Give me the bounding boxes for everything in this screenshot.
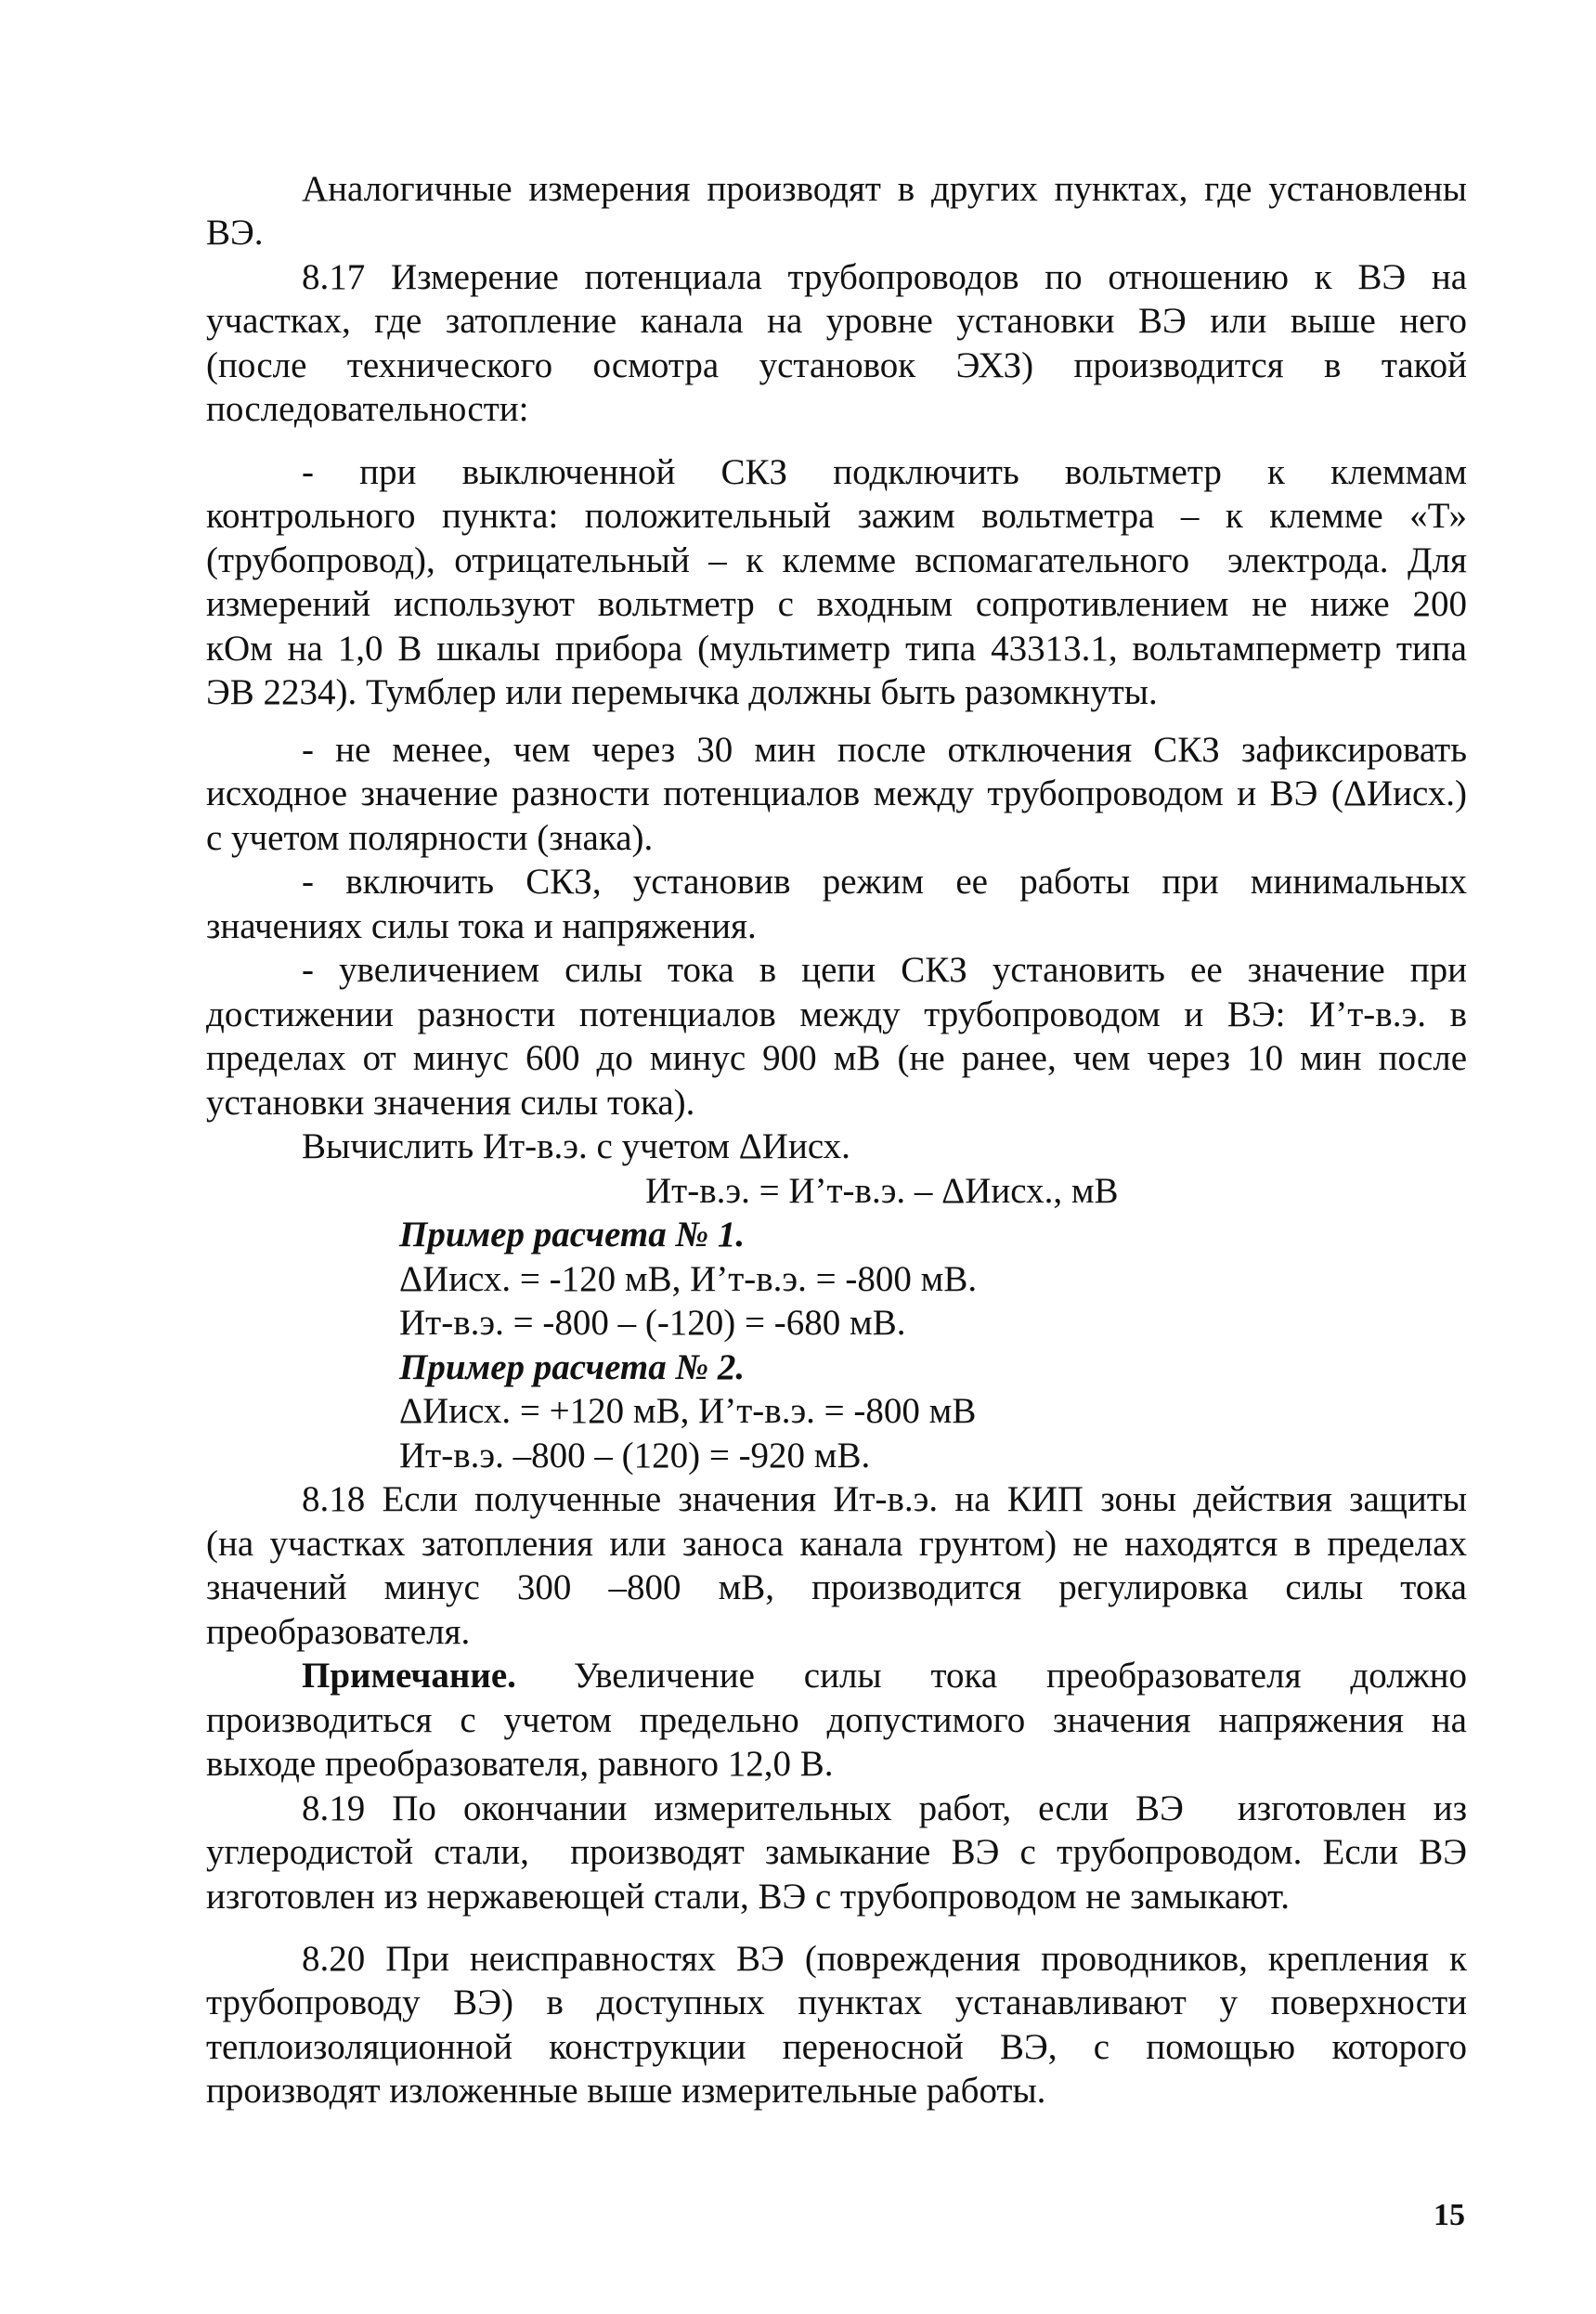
example-heading: Пример расчета № 1. <box>399 1215 746 1254</box>
text-line: 8.20 При неисправностях ВЭ (повреждения проводников, крепления к <box>302 1939 1467 1979</box>
text-line: ЭВ 2234). Тумблер или перемычка должны быть разомкнуты. <box>206 672 1158 712</box>
text-line: (после технического осмотра установок ЭХЗ) производится в такой <box>206 345 1467 385</box>
text-line: 8.19 По окончании измерительных работ, если ВЭ изготовлен из <box>302 1788 1467 1828</box>
formula-line: Ит-в.э. –800 – (120) = -920 мВ. <box>399 1436 871 1476</box>
text-line: достижении разности потенциалов между трубопроводом и ВЭ: И’т-в.э. в <box>206 994 1467 1034</box>
note-label: Примечание. <box>302 1656 516 1696</box>
text-line: значениях силы тока и напряжения. <box>206 906 757 946</box>
example-heading: Пример расчета № 2. <box>399 1347 746 1387</box>
formula-line: Ит-в.э. = -800 – (-120) = -680 мВ. <box>399 1303 906 1343</box>
text-line: значений минус 300 –800 мВ, производится регулировка силы тока <box>206 1567 1467 1607</box>
text-line: пределах от минус 600 до минус 900 мВ (не ранее, чем через 10 мин после <box>206 1038 1467 1078</box>
text-line: (на участках затопления или заноса канала грунтом) не находятся в пределах <box>206 1524 1467 1564</box>
text-line: преобразователя. <box>206 1612 471 1652</box>
text-line: теплоизоляционной конструкции переносной ВЭ, с помощью которого <box>206 2027 1467 2067</box>
text-line: - включить СКЗ, установив режим ее работы при минимальных <box>302 862 1467 902</box>
text-line: Увеличение силы тока преобразователя должно <box>525 1656 1467 1696</box>
text-line: последовательности: <box>206 389 529 429</box>
formula-line: ΔИисх. = +120 мВ, И’т-в.э. = -800 мВ <box>399 1391 977 1431</box>
text-line: измерений используют вольтметр с входным сопротивлением не ниже 200 <box>206 584 1467 624</box>
text-line: Аналогичные измерения производят в других пунктах, где установлены <box>302 169 1467 209</box>
text-line: Вычислить Ит-в.э. с учетом ΔИисх. <box>302 1126 850 1166</box>
text-line: трубопроводу ВЭ) в доступных пунктах устанавливают у поверхности <box>206 1982 1467 2022</box>
page-number: 15 <box>1434 2198 1465 2232</box>
formula-line: Ит-в.э. = И’т-в.э. – ΔИисх., мВ <box>645 1171 1119 1211</box>
text-line: участках, где затопление канала на уровне установки ВЭ или выше него <box>206 301 1467 341</box>
text-line: с учетом полярности (знака). <box>206 818 654 858</box>
text-line: - при выключенной СКЗ подключить вольтметр к клеммам <box>302 452 1467 492</box>
text-line: - увеличением силы тока в цепи СКЗ установить ее значение при <box>302 950 1467 990</box>
text-line: кОм на 1,0 В шкалы прибора (мультиметр типа 43313.1, вольтамперметр типа <box>206 629 1467 669</box>
text-line: установки значения силы тока). <box>206 1083 695 1123</box>
text-line: 8.17 Измерение потенциала трубопроводов по отношению к ВЭ на <box>302 257 1467 297</box>
text-line: ВЭ. <box>206 213 264 253</box>
text-line: контрольного пункта: положительный зажим вольтметра – к клемме «Т» <box>206 496 1467 536</box>
text-line: углеродистой стали, производят замыкание ВЭ с трубопроводом. Если ВЭ <box>206 1832 1467 1872</box>
text-line: исходное значение разности потенциалов между трубопроводом и ВЭ (ΔИисх.) <box>206 774 1467 813</box>
text-line: - не менее, чем через 30 мин после отключения СКЗ зафиксировать <box>302 730 1467 770</box>
text-line: (трубопровод), отрицательный – к клемме вспомагательного электрода. Для <box>206 540 1467 580</box>
formula-line: ΔИисх. = -120 мВ, И’т-в.э. = -800 мВ. <box>399 1259 978 1299</box>
text-line: 8.18 Если полученные значения Ит-в.э. на КИП зоны действия защиты <box>302 1479 1467 1519</box>
text-line: изготовлен из нержавеющей стали, ВЭ с трубопроводом не замыкают. <box>206 1877 1290 1917</box>
text-line: производиться с учетом предельно допустимого значения напряжения на <box>206 1700 1467 1740</box>
text-line: производят изложенные выше измерительные работы. <box>206 2071 1046 2111</box>
text-line: выходе преобразователя, равного 12,0 В. <box>206 1744 834 1784</box>
